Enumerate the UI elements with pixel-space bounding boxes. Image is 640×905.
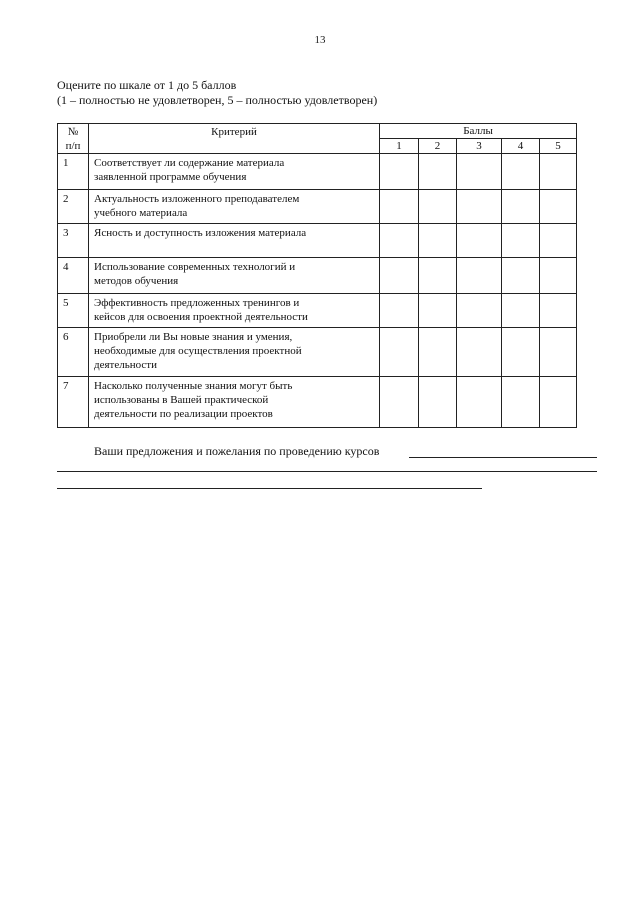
score-cell-3[interactable] xyxy=(457,258,502,294)
score-cell-4[interactable] xyxy=(502,377,540,428)
row-number: 1 xyxy=(58,154,89,190)
suggestions-line-1[interactable] xyxy=(409,457,597,458)
criterion-text: Ясность и доступность изложения материала xyxy=(89,224,380,258)
suggestions-line-3[interactable] xyxy=(57,488,482,489)
score-cell-4[interactable] xyxy=(502,258,540,294)
table-row xyxy=(58,328,577,377)
score-cell-2[interactable] xyxy=(419,294,457,328)
score-cell-2[interactable] xyxy=(419,190,457,224)
criterion-text: Эффективность предложенных тренингов и кейсов для освоения проектной деятельности xyxy=(89,294,380,328)
score-cell-2[interactable] xyxy=(419,154,457,190)
score-cell-5[interactable] xyxy=(540,258,577,294)
page-number: 13 xyxy=(314,34,326,46)
criterion-column-header: Критерий xyxy=(89,124,380,154)
row-number: 2 xyxy=(58,190,89,224)
score-header-3: 3 xyxy=(457,139,502,154)
scores-column-header: Баллы xyxy=(380,124,577,139)
score-cell-2[interactable] xyxy=(419,224,457,258)
table-row xyxy=(58,377,577,428)
score-cell-2[interactable] xyxy=(419,328,457,377)
criterion-text: Использование современных технологий и методов обучения xyxy=(89,258,380,294)
score-cell-1[interactable] xyxy=(380,224,419,258)
score-cell-3[interactable] xyxy=(457,224,502,258)
score-cell-3[interactable] xyxy=(457,377,502,428)
criterion-text: Приобрели ли Вы новые знания и умения, необходимые для осуществления проектной деятельности xyxy=(89,328,380,377)
scale-explanation: (1 – полностью не удовлетворен, 5 – полностью удовлетворен) xyxy=(57,93,378,107)
score-cell-3[interactable] xyxy=(457,328,502,377)
table-row xyxy=(58,154,577,190)
score-cell-3[interactable] xyxy=(457,294,502,328)
score-header-2: 2 xyxy=(419,139,457,154)
evaluation-table xyxy=(57,123,577,428)
score-cell-1[interactable] xyxy=(380,294,419,328)
score-cell-5[interactable] xyxy=(540,224,577,258)
score-cell-4[interactable] xyxy=(502,224,540,258)
row-number: 6 xyxy=(58,328,89,377)
rating-instructions xyxy=(57,78,377,108)
suggestions-label: Ваши предложения и пожелания по проведению курсов xyxy=(94,444,380,458)
score-cell-5[interactable] xyxy=(540,294,577,328)
table-row xyxy=(58,190,577,224)
row-number: 4 xyxy=(58,258,89,294)
instruction-line: Оцените по шкале от 1 до 5 баллов xyxy=(57,78,237,92)
score-cell-1[interactable] xyxy=(380,328,419,377)
criterion-text: Актуальность изложенного преподавателем учебного материала xyxy=(89,190,380,224)
score-cell-3[interactable] xyxy=(457,190,502,224)
score-cell-1[interactable] xyxy=(380,154,419,190)
criterion-text: Насколько полученные знания могут быть использованы в Вашей практической деятельности по реализации проектов xyxy=(89,377,380,428)
table-row xyxy=(58,258,577,294)
row-number: 5 xyxy=(58,294,89,328)
score-cell-4[interactable] xyxy=(502,294,540,328)
score-header-4: 4 xyxy=(502,139,540,154)
score-cell-5[interactable] xyxy=(540,154,577,190)
score-cell-1[interactable] xyxy=(380,190,419,224)
table-row xyxy=(58,224,577,258)
score-cell-2[interactable] xyxy=(419,258,457,294)
score-cell-3[interactable] xyxy=(457,154,502,190)
score-cell-5[interactable] xyxy=(540,328,577,377)
suggestions-line-2[interactable] xyxy=(57,471,597,472)
score-cell-1[interactable] xyxy=(380,258,419,294)
row-number: 7 xyxy=(58,377,89,428)
score-header-1: 1 xyxy=(380,139,419,154)
score-cell-4[interactable] xyxy=(502,328,540,377)
score-cell-2[interactable] xyxy=(419,377,457,428)
row-number: 3 xyxy=(58,224,89,258)
score-cell-5[interactable] xyxy=(540,190,577,224)
score-header-5: 5 xyxy=(540,139,577,154)
number-column-header: № п/п xyxy=(58,124,89,154)
score-cell-4[interactable] xyxy=(502,190,540,224)
score-cell-1[interactable] xyxy=(380,377,419,428)
table-row xyxy=(58,294,577,328)
score-cell-5[interactable] xyxy=(540,377,577,428)
criterion-text: Соответствует ли содержание материала заявленной программе обучения xyxy=(89,154,380,190)
score-cell-4[interactable] xyxy=(502,154,540,190)
